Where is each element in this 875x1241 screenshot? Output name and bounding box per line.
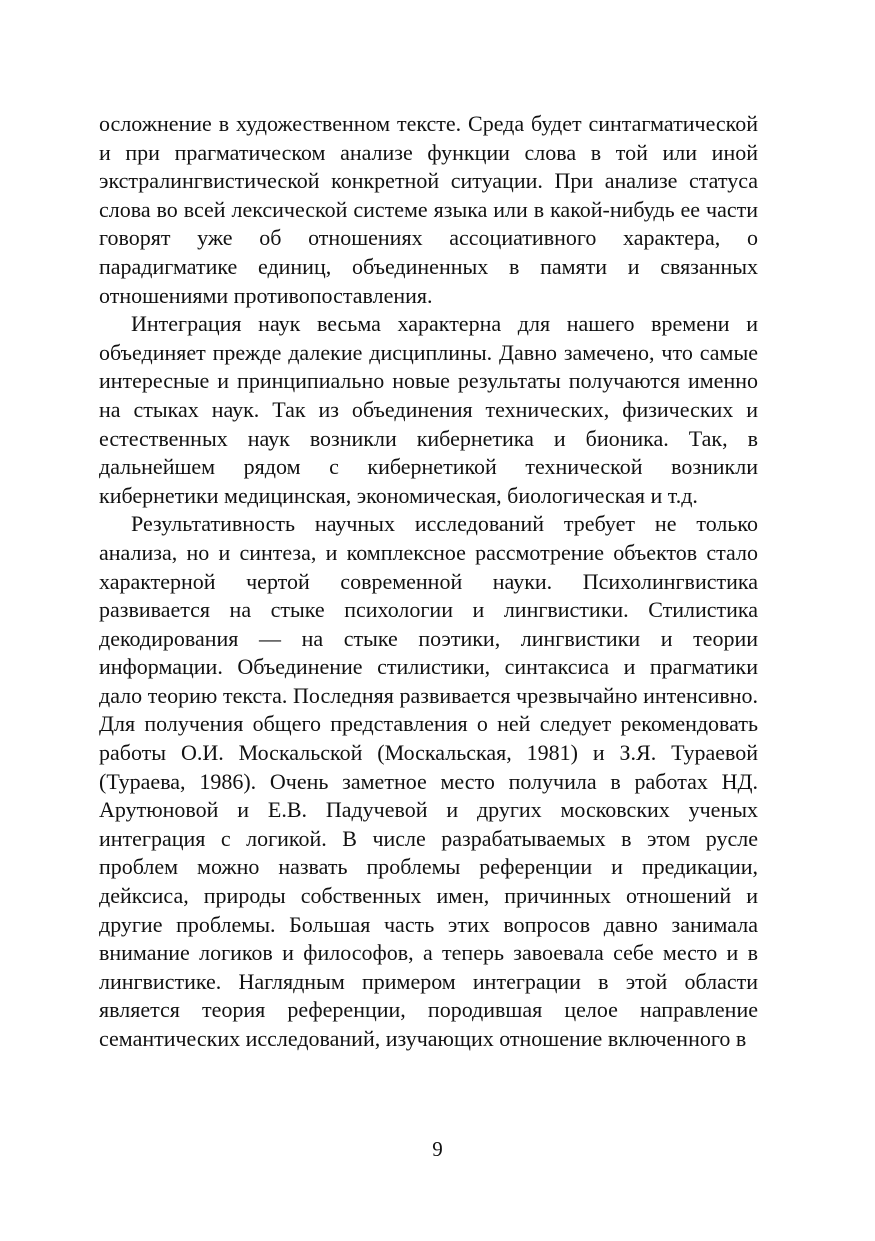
paragraph-1: осложнение в художественном тексте. Среда будет синтагматической и при прагматическом анализе функции слова в той или иной экстралингвистической конкретной ситуации. При анализе статуса слова во всей лексической системе языка или в какой-нибудь ее части говорят уже об отношениях ассоциативного характера, о парадигматике единиц, объединенных в памяти и связанных отношениями противопоставления.	[99, 111, 758, 308]
body-text	[99, 110, 758, 1054]
page-number: 9	[432, 1137, 443, 1161]
paragraph-2: Интеграция наук весьма характерна для нашего времени и объединяет прежде далекие дисциплины. Давно замечено, что самые интересные и принципиально новые результаты получаются именно на стыках наук. Так из объединения технических, физических и естественных наук возникли кибернетика и бионика. Так, в дальнейшем рядом с кибернетикой технической возникли кибернетики медицинская, экономическая, биологическая и т.д.	[99, 311, 758, 508]
paragraph-3: Результативность научных исследований требует не только анализа, но и синтеза, и комплексное рассмотрение объектов стало характерной чертой современной науки. Психолингвистика развивается на стыке психологии и лингвистики. Стилистика декодирования — на стыке поэтики, лингвистики и теории информации. Объединение стилистики, синтаксиса и прагматики дало теорию текста. Последняя развивается чрезвычайно интенсивно. Для получения общего представления о ней следует рекомендовать работы О.И. Москальской (Москальская, 1981) и З.Я. Тураевой (Тураева, 1986). Очень заметное место получила в работах НД. Арутюновой и Е.В. Падучевой и других московских ученых интеграция с логикой. В числе разрабатываемых в этом русле проблем можно назвать проблемы референции и предикации, дейксиса, природы собственных имен, причинных отношений и другие проблемы. Большая часть этих вопросов давно занимала внимание логиков и философов, а теперь завоевала себе место и в лингвистике. Наглядным примером интеграции в этой области является теория референции, породившая целое направление семантических исследований, изучающих отношение включенного в	[99, 511, 758, 1051]
